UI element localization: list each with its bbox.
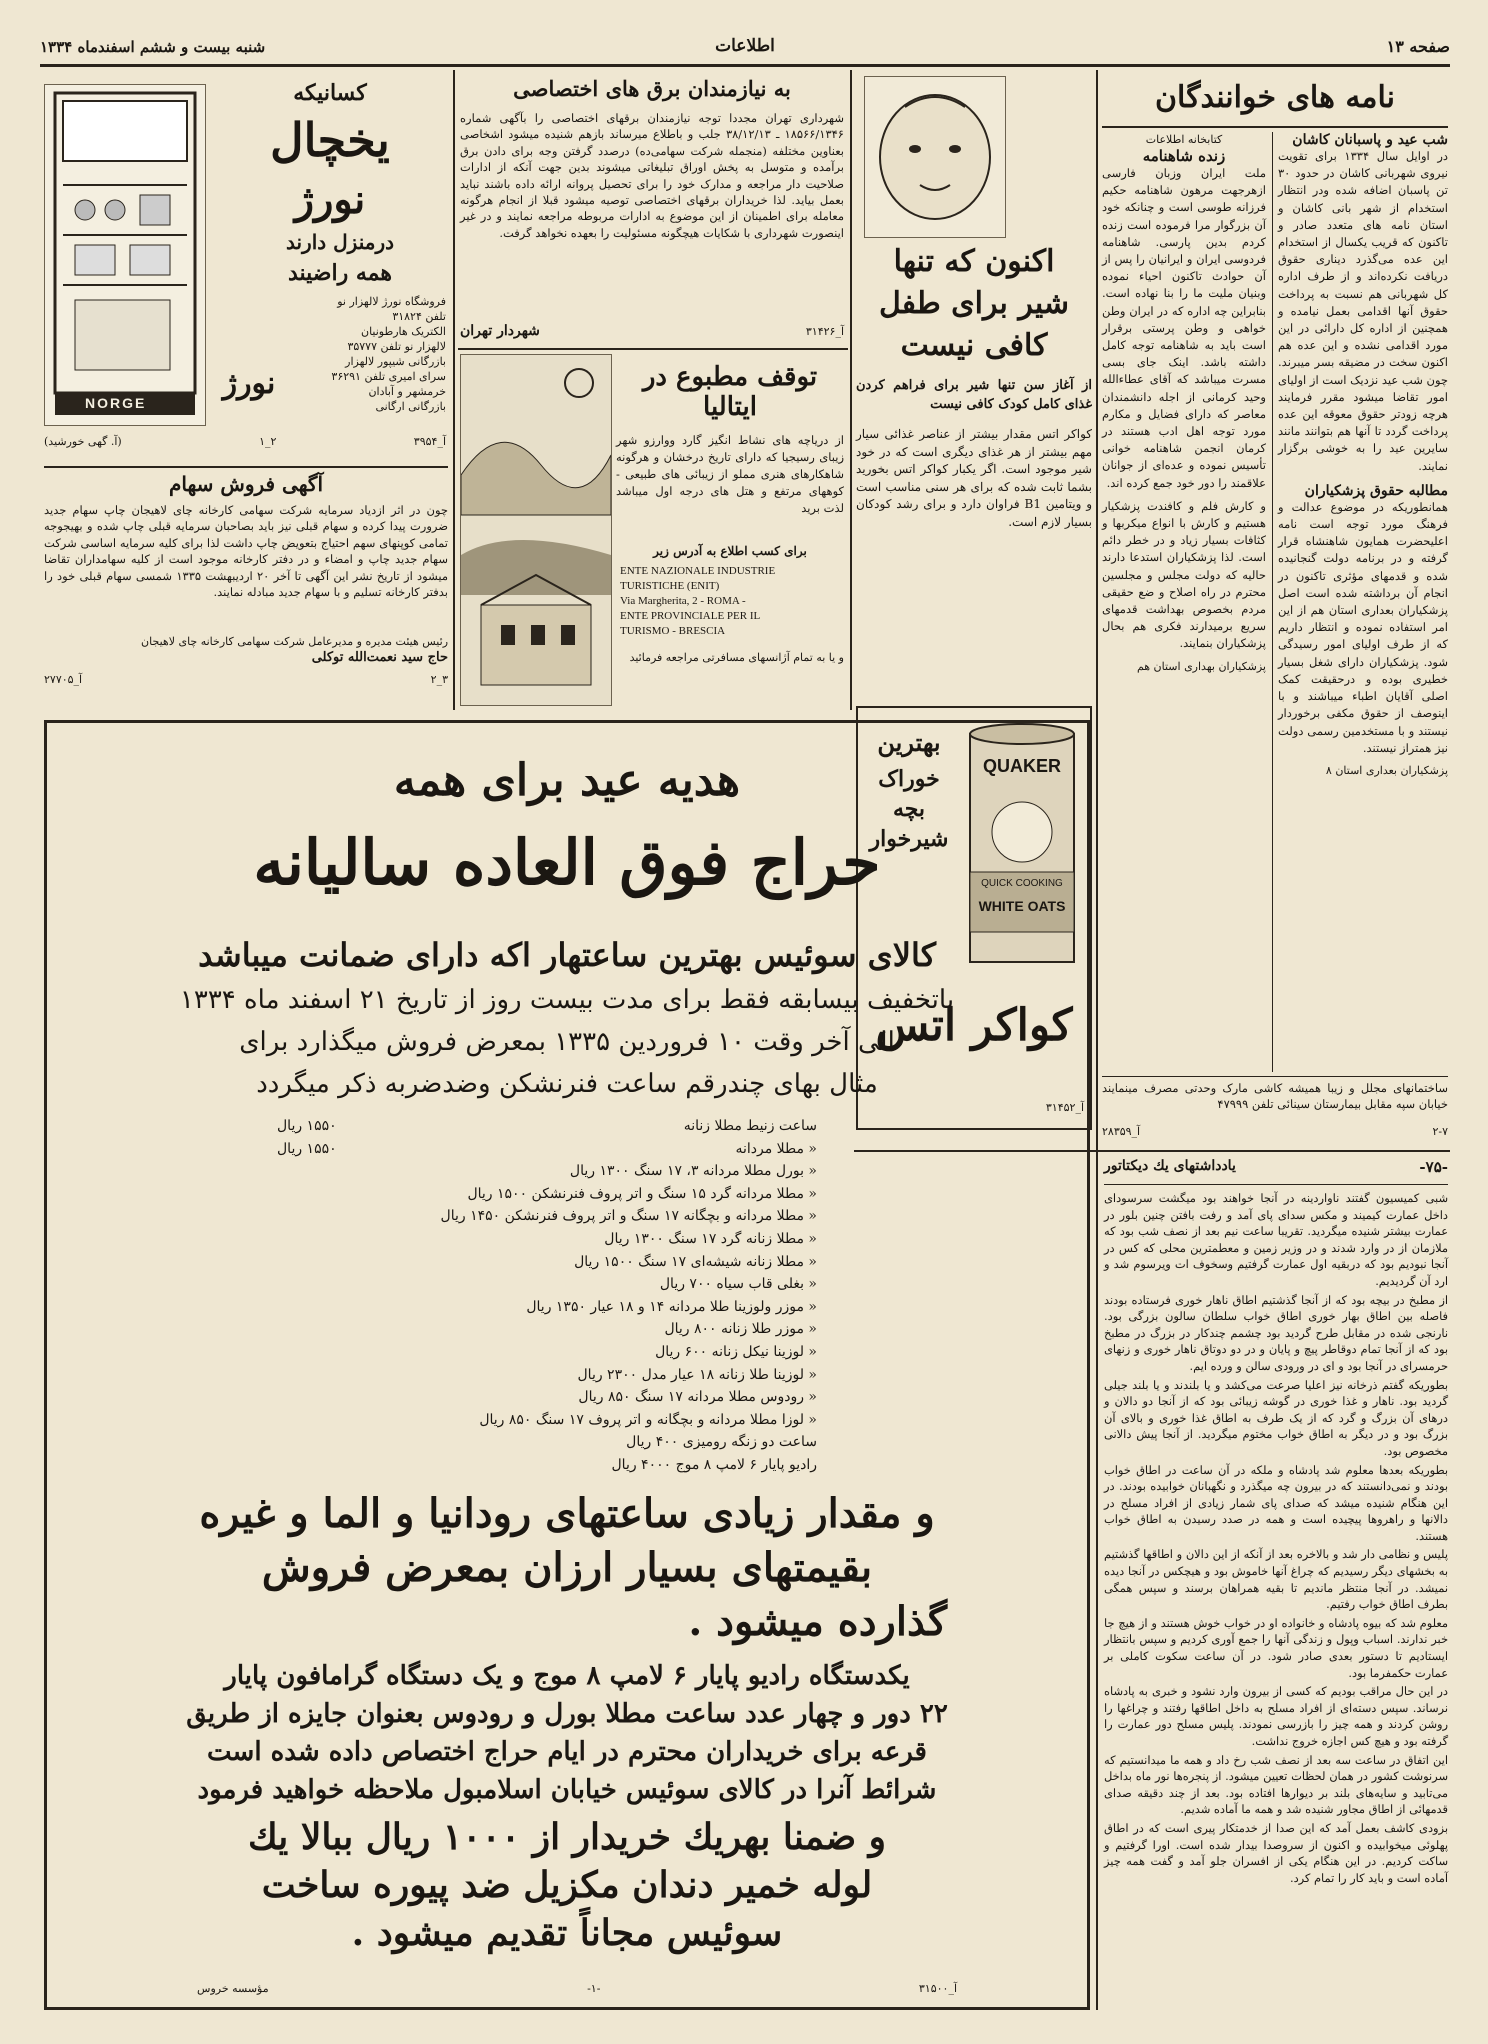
sale-line8: بقیمتهای بسیار ارزان بمعرض فروش <box>261 1544 873 1591</box>
sale-line14: و ضمنا بهریك خریدار از ۱۰۰۰ ریال ببالا یك <box>247 1816 887 1858</box>
quaker-headline-bot: کافی نیست <box>900 328 1048 363</box>
masthead <box>40 34 1450 64</box>
letters-col2-sub: کتابخانه اطلاعات <box>1145 133 1223 146</box>
letters-col1-body: در اوایل سال ۱۳۳۴ برای تقویت نیروی شهربانی کاشان در حدود ۳۰ تن پاسبان اضافه شده ودر انتظار استخدام از شهر بانی کاشان و استان نامه های متعدد صادر و تاکنون که قریب یکسال از استخدام این عده می‌گذرد دیناری حقوق دریافت نکرده‌اند و از طرف اداره کل شهربانی هم نسبت به پرداخت حقوق آنها اقدامی بعمل نیامده و همچنین از اداره کل دارائی در این مورد اقدامی نشده و این عده هم اکنون سخت در مضیقه بسر میبرند. چون شب عید نزدیک است از اولیای امور تقاضا میشود مقرر فرمایند هرچه زودتر حقوق معوقه این عده پرداخت گردد تا آنها هم بتوانند مانند سایرین عید را به خوشی برگزار نمایند. <box>1278 149 1448 473</box>
sale-line16: سوئیس مجاناً تقدیم میشود . <box>351 1912 783 1954</box>
sale-price-list <box>277 1115 817 1477</box>
fridge-addr-7: خرمشهر و آبادان <box>368 385 446 398</box>
sale-line11: ۲۲ دور و چهار عدد ساعت مطلا بورل و رودوس بعنوان جایزه از طریق <box>186 1699 948 1729</box>
letters-col1-body2: همانطوریکه در موضوع عدالت و فرهنگ مورد توجه است نامه اعلیحضرت همایون شاهنشاه قرار گرفته و در برنامه دولت گنجانیده شده و قدمهای مؤثری تاکنون در انجام آن برداشته شده است اصل پزشکیاران بعداری استان هم از این امر استفاده نموده و انتظار داریم که از طرف اولیای امور رسیدگی شود. پزشکیاران دارای شغل بسیار خطیری بوده و درحقیقت کمک اصلی آقایان اطباء میباشند و با اینوصف از حقوق مکفی برخوردار نیستند و با مستخدمین رسمی دولت نیز همتراز نیستند. <box>1278 499 1448 755</box>
sale-item <box>277 1115 817 1138</box>
electric-footer <box>460 324 844 339</box>
sale-item-name: ساعت زنیط مطلا زنانه <box>683 1118 817 1134</box>
fridge-addr-8: بازرگانی ارگانی <box>375 400 446 413</box>
sale-line1: هدیه عید برای همه <box>393 755 741 806</box>
quaker-can-sub1: QUICK COOKING <box>981 878 1063 889</box>
italy-illustration <box>460 354 612 706</box>
sale-item <box>277 1341 817 1364</box>
quaker-headline-top: اکنون که تنها <box>893 244 1055 279</box>
sale-item-name: « لوزا مطلا مردانه و بچگانه و اتر پروف ۱۷ سنگ ۸۵۰ ریال <box>479 1411 817 1428</box>
letters-col2-sub2: زنده شاهنامه <box>1142 147 1226 165</box>
sale-item <box>277 1273 817 1296</box>
letters-col1-sub2: مطالبه حقوق پزشکیاران <box>1304 482 1448 499</box>
serial-header <box>1104 1158 1448 1185</box>
shares-title: آگهی فروش سهام <box>168 472 323 496</box>
letters-col-left <box>1102 132 1266 674</box>
serial-title: یادداشتهای یك دیکتاتور <box>1104 1158 1236 1174</box>
italy-ad <box>460 354 844 710</box>
fridge-addr-6: سرای امیری تلفن ۳۶۲۹۱ <box>331 370 446 383</box>
sale-item-name: « موزر ولوزینا طلا مردانه ۱۴ و ۱۸ عیار ۱۳۵۰ ریال <box>526 1298 817 1315</box>
italy-address <box>620 564 844 639</box>
letters-bottom-rule <box>1102 1076 1448 1077</box>
sale-item-name: « موزر طلا زنانه ۸۰۰ ریال <box>664 1321 817 1338</box>
serial-para: بطوریکه بعدها معلوم شد پادشاه و ملکه در آن ساعت در اطاق خواب بودند و نمی‌دانستند که در بیرون چه میگذرد و نگهبانان خوابیده بودند. در این هنگام شنیده میشد که صدای پای شمار زیادی از افراد مسلح در دالانها و راهروها پیچیده است و همه در صدد رسیدن به اطاق خواب هستند. <box>1104 1462 1448 1543</box>
sale-foot-code: آ_۳۱۵۰۰ <box>918 1982 957 1995</box>
sale-ad <box>44 720 1090 2010</box>
sale-item-name: « لوزینا نیکل زنانه ۶۰۰ ریال <box>655 1343 817 1360</box>
fridge-code: آ_۳۹۵۴ <box>413 435 446 448</box>
sale-item-name: « مطلا مردانه و بچگانه ۱۷ سنگ و اتر پروف فنرنشکن ۱۴۵۰ ریال <box>440 1208 817 1225</box>
sale-item-name: ساعت دو زنگه رومیزی ۴۰۰ ریال <box>626 1434 817 1451</box>
fridge-note: (آ. گهی خورشید) <box>44 435 122 448</box>
letters-title: نامه های خوانندگان <box>1155 80 1395 115</box>
sale-item <box>277 1160 817 1183</box>
letters-col2-body2: و کارش فلم و کافندت پزشکیار هستیم و کارش با انواع میکربها و کثافات بسیار زیاد و در خطر دائم است. لذا پزشکیاران استدعا دارند حالیه که دولت مجلس و مجلسین محترم در راه اصلاح و ضع حقیقی مردم بخصوص بهداشت قدمهای سریع برمیدارند فکری هم بحال پزشکیاران بنمایند. <box>1102 498 1266 651</box>
fridge-addr-3: الکتریک هارطونیان <box>361 325 446 338</box>
letters-inner-rule <box>1272 132 1273 1072</box>
sale-item <box>277 1138 817 1161</box>
sale-item-price: ۱۵۵۰ ریال <box>277 1118 337 1134</box>
letters-codes <box>1102 1124 1448 1139</box>
masthead-page: صفحه ۱۳ <box>1386 37 1450 56</box>
masthead-rule <box>40 64 1450 67</box>
sale-line9: گذارده میشود . <box>688 1598 947 1645</box>
italy-body: از دریاچه های نشاط انگیز گارد ووارزو شهر زیبای رسیجیا که دارای تاریخ درخشان و هرگونه شاهکارهای هنری مملو از زیبائی های طبیعی - کوههای مرتفع و هتل های درجه اول میباشد لذت برید <box>616 433 844 515</box>
letters-section <box>1102 76 1448 1146</box>
sale-line2: حراج فوق العاده سالیانه <box>253 826 881 899</box>
fridge-ad <box>44 76 446 461</box>
serial-num: -۷۵- <box>1419 1158 1448 1176</box>
fridge-addr-4: لالهزار نو تلفن ۳۵۷۷۷ <box>347 340 446 353</box>
sale-item <box>277 1251 817 1274</box>
masthead-date: شنبه بیست و ششم اسفندماه ۱۳۳۴ <box>40 38 266 56</box>
fridge-codes <box>44 434 446 449</box>
italy-addr-4: ENTE PROVINCIALE PER IL <box>620 610 761 622</box>
serial-para: از مطبخ در بیچه بود که از آنجا گذشتیم اطاق ناهار خوری فرستاده بودند فاصله بین اطاق بهار خوری اطاق خواب سلطان سالون بزرگی بود. نارنجی شده در مقابل طرح گردید بود چشمم چندکار در بزرگ در مطبخ بود که از آنجا تمام دوقاطر پیچ و پایان و در دو دوتاق ناهار خوری و زنهای حرمسرای در آنجا بود و ای در ورودی سالن و ورده ایم. <box>1104 1292 1448 1373</box>
fridge-drawing <box>45 85 205 425</box>
sale-line4: باتخفیف بیسابقه فقط برای مدت بیست روز از تاریخ ۲۱ اسفند ماه ۱۳۳۴ <box>179 985 955 1015</box>
shares-sign: رئیس هیئت مدیره و مدیرعامل شرکت سهامی کارخانه چای لاهیجان <box>141 635 448 648</box>
serial-para: شبی کمیسیون گفتند ناواردینه در آنجا خواهند بود میگشت سرسودای داخل عمارت کیمیند و مکس سدای پای آمد و رفت بافتن چنین بلور در عمارت بیشتر شنیده میگردید. تقریبا ساعت نیم بعد از نصف شب بود که ملازمان از در وارد شدند و در وزیر زمین و معطمترین محلی که کس در آنجا نبودیم بود که دربقیه اول عمارت گرفتیم وسخوف ات ویرسوم شد و ارد آن گردیدیم. <box>1104 1191 1448 1288</box>
sale-item-name: « رودوس مطلا مردانه ۱۷ سنگ ۸۵۰ ریال <box>578 1389 817 1406</box>
shares-code: آ_۲۷۷۰۵ <box>44 673 83 686</box>
quaker-sub: از آغاز سن تنها شیر برای فراهم کردن غذای کامل کودک کافی نیست <box>856 378 1092 412</box>
electric-sign: شهردار تهران <box>460 323 540 339</box>
baby-drawing <box>865 77 1005 237</box>
sale-item-name: « بغلی قاب سیاه ۷۰۰ ریال <box>659 1276 817 1293</box>
fridge-line3: نورژ <box>294 176 366 223</box>
sale-item <box>277 1454 817 1477</box>
serial-para: بزودی کاشف بعمل آمد که این صدا از خدمتکار پیری است که در اطاق پهلوئی میخوابیده و اکنون از سروصدا بیدار شده است. اورا گرفتیم و ساکت کردیم. در این هنگام یکی از افسران جلو آمد و گفت همه چیز آماده است و باید کار را تمام کرد. <box>1104 1820 1448 1885</box>
letters-code1: ۲-۷ <box>1432 1125 1448 1138</box>
italy-addr-1: ENTE NAZIONALE INDUSTRIE <box>620 565 776 577</box>
sale-line7: و مقدار زیادی ساعتهای رودانیا و الما و غیره <box>199 1490 935 1537</box>
letters-col2-body: ملت ایران وزبان فارسی ازهرجهت مرهون شاهنامه حکیم فرزانه طوسی است و چنانکه خود آن بزرگوار مرا فرموده است زنده کردم بدین پارسی. شاهنامه فردوسی ایران و ایرانیان را پس از آن حوادث تاکنون احیاء نموده وبنیان ملیت ما را بنا نهاده است. بنابراین چه اداره که در ایران وطن خواهی و وطن پرستی برقرار است باید به شاهنامه توجه کامل داشته باشد. اینک جای بسی مسرت میباشد که آقای عطاءالله وحید کرمانی از اجله دانشمندان معاصر که دارای فضایل و مکارم مورد توجه اهل ادب هستند در کرمان انجمن شاهنامه خوانی تأسیس نموده و عده‌ای از جوانان علاقمند را دور خود جمع کرده اند. <box>1102 166 1266 490</box>
quaker-body: کواکر اتس مقدار بیشتر از عناصر غذائی سیار مهم بیشتر از هر غذای دیگری است که در خود شیر موجود است. اگر یکبار کواکر اتس بخورید بشما ثابت شده که برای هر سنی مناسب است و ویتامین B1 فراوان دارد و برای رشد کودکان بسیار لازم است. <box>856 427 1092 529</box>
fridge-line4: درمنزل دارند <box>285 230 395 254</box>
sale-item-name: « بورل مطلا مردانه ۳، ۱۷ سنگ ۱۳۰۰ ریال <box>569 1163 817 1180</box>
shares-code2: ۳_۲ <box>430 673 448 686</box>
fridge-line5: همه راضیند <box>287 260 393 286</box>
column-rule-1 <box>453 70 455 710</box>
column-rule-3 <box>1096 70 1098 2010</box>
fridge-line2: یخچال <box>270 113 390 167</box>
sale-line15: لوله خمیر دندان مکزیل ضد پیوره ساخت <box>261 1864 873 1906</box>
serial-para: پلیس و نظامی دار شد و بالاخره بعد از آنکه از این دالان و اطاقها گذشتیم به بخشهای دیگر رسیدیم که چراغ آنها خاموش بود و هیچکس در آنجا دیده نمیشد. در آنجا منتظر ماندیم تا بقیه همراهان برسند و سپس همگی بطرف اطاق خواب رفتیم. <box>1104 1547 1448 1612</box>
quaker-can-sub2: WHITE OATS <box>978 898 1066 914</box>
letters-col1-sub: شب عید و پاسبانان کاشان <box>1292 132 1448 148</box>
shares-ad <box>44 472 448 702</box>
serial-section <box>1104 1158 1448 2008</box>
serial-body <box>1104 1190 1448 1888</box>
masthead-paper: اطلاعات <box>715 36 775 56</box>
sale-item <box>277 1296 817 1319</box>
letters-tail: ساختمانهای مجلل و زیبا همیشه کاشی مارک وحدتی مصرف مینمایند خیابان سپه مقابل بیمارستان سینائی تلفن ۴۷۹۹۹ <box>1102 1081 1448 1111</box>
sale-item-name: « مطلا زنانه گرد ۱۷ سنگ ۱۳۰۰ ریال <box>604 1230 817 1247</box>
sale-item <box>277 1183 817 1206</box>
italy-addr-5: TURISMO - BRESCIA <box>620 625 726 637</box>
sale-item-name: « مطلا مردانه گرد ۱۵ سنگ و اتر پروف فنرنشکن ۱۵۰۰ ریال <box>467 1185 817 1202</box>
fridge-rule <box>44 466 448 468</box>
italy-footer: و یا به تمام آژانسهای مسافرتی مراجعه فرمائید <box>629 651 844 664</box>
sale-item <box>277 1386 817 1409</box>
fridge-brand-fa: نورژ <box>222 366 276 401</box>
sale-foot-mid: -۱- <box>587 1982 601 1995</box>
serial-para: معلوم شد که بیوه پادشاه و خانواده او در خواب خوش هستند و از هیچ جا خبر ندارند. اسباب وپول و زندگی آنها را جمع آوری کردیم و سپس بانتظار ایستادیم تا دستور بعدی صادر شود. در آن ساعت سکوت کاملی بر عمارت حکمفرما بود. <box>1104 1615 1448 1680</box>
sale-item-price: ۱۵۵۰ ریال <box>277 1140 337 1157</box>
sale-footer <box>197 1981 957 1996</box>
fridge-addr-5: بازرگانی شیپور لالهزار <box>345 355 446 368</box>
electric-code: آ_۳۱۴۲۶ <box>805 325 844 338</box>
shares-name: حاج سید نعمت‌الله توکلی <box>311 650 448 665</box>
sale-item-name: « لوزینا طلا زنانه ۱۸ عیار مدل ۲۳۰۰ ریال <box>577 1366 817 1383</box>
electric-title: به نیازمندان برق های اختصاصی <box>513 76 791 101</box>
italy-addr-3: Via Margherita, 2 - ROMA - <box>620 595 746 607</box>
quaker-can-brand: QUAKER <box>982 756 1061 776</box>
italy-headline: توقف مطبوع در ایتالیا <box>642 362 818 422</box>
italy-addr-2: TURISTICHE (ENIT) <box>620 580 720 592</box>
fridge-illustration <box>44 84 206 426</box>
electric-rule <box>458 348 848 350</box>
quaker-headline-mid: شیر برای طفل <box>878 286 1070 321</box>
baby-illustration <box>864 76 1006 238</box>
letters-col1-sig: پزشکیاران بعداری استان ۸ <box>1325 763 1448 777</box>
sale-item <box>277 1431 817 1454</box>
letters-col-right <box>1278 132 1448 778</box>
letters-code2: آ_۲۸۳۵۹ <box>1102 1125 1141 1138</box>
quaker-brand: کواکر اتس <box>875 1000 1073 1051</box>
fridge-brand-en: NORGE <box>85 395 147 411</box>
serial-para: این اتفاق در ساعت سه بعد از نصف شب رخ داد و همه ما میدانستیم که سرنوشت کشور در همان لحظات تعیین میشود. از پنجره‌ها نور ماه بداخل می‌تابید و سایه‌های بلند بر دیوارها افتاده بود. بعد از چند دقیقه صدای قدمهائی از اطاق مجاور شنیده شد و همه ما آماده شدیم. <box>1104 1752 1448 1817</box>
sale-line3: کالای سوئیس بهترین ساعتهار اکه دارای ضمانت میباشد <box>198 936 936 974</box>
sale-line10: یکدستگاه رادیو پایار ۶ لامپ ۸ موج و یک دستگاه گرامافون پایار <box>224 1661 910 1691</box>
sale-item <box>277 1205 817 1228</box>
letters-title-rule <box>1102 126 1448 128</box>
fridge-code2: ۲_۱ <box>259 435 277 448</box>
quaker-slogan2: خوراک بچه شیرخوار <box>869 766 949 852</box>
quaker-code: آ_۳۱۴۵۲ <box>1045 1101 1084 1114</box>
sale-line13: شرائط آنرا در کالای سوئیس خیابان اسلامبول ملاحظه خواهید فرمود <box>197 1775 937 1805</box>
sale-foot-left: مؤسسه خروس <box>197 1982 269 1995</box>
fridge-addr-1: فروشگاه نورژ لالهزار نو <box>337 295 446 308</box>
sale-line6: مثال بهای چندرقم ساعت فنرنشکن وضدضربه ذکر میگردد <box>256 1069 878 1099</box>
column-rule-2 <box>850 70 852 710</box>
serial-para: بطوریکه گفتم ذرخانه نیز اعلیا صرعت می‌کشد و یا بلندند و یا بلند جیلی گردید بود. ناهار و غذا خوری در گوشه زیبائی بود که از آنجا دو دالان و درهای آن بزرگ و گرد که از یک طرف به اطاق غذا خوری و بالای آن بزرگ بود و در دیگر به اطاق خواب مختوم میگردید. از آنجا پیش دالانی مخصوص بود. <box>1104 1377 1448 1458</box>
serial-para: در این حال مراقب بودیم که کسی از بیرون وارد نشود و خبری به پادشاه نرساند. سپس دسته‌ای از افراد مسلح به داخل اطاقها رفتند و چراغها را روشن کردند و همه چیز را بازرسی نمودند. پلیس مسلح دور عمارت را گرفته بود و هیچ کس اجازه خروج نداشت. <box>1104 1684 1448 1748</box>
italy-drawing <box>461 355 611 705</box>
sale-item <box>277 1228 817 1251</box>
letters-col2-sig: پزشکیاران بهداری استان هم <box>1136 659 1266 673</box>
fridge-line1: کسانیکه <box>293 80 367 106</box>
quaker-slogan1: بهترین <box>877 728 941 757</box>
electric-body: شهرداری تهران مجددا توجه نیازمندان برقهای اختصاصی را بآگهی شماره ۱۸۵۶۶/۱۳۴۶ ـ ۳۸/۱۲/۱۳ جلب و باطلاع میرساند بازهم شنیده میشود اشخاصی بعناوین مختلفه (منجمله شرکت سهامی‌ده) درصدد گرفتن وجه برای دادن برق برآمده و متوسل به پخش اوراق تبلیغاتی میشوند بدین جهت آنکه از ادارات صلاحیت دار مراجعه و مدارک خود را برای تحصیل پروانه ارائه داده باشند نباید بعمل بیاید. لذا خریداران برقهای اختصاصی توصیه میشود قبلا از انجام هرگونه معامله برای اطمینان از این موضوع به ادارات مربوطه مراجعه نمایند و در غیر اینصورت شهرداری با شکایات هیچگونه مسئولیت را بعهده نخواهد گرفت. <box>460 111 844 240</box>
sale-item-name: رادیو پایار ۶ لامپ ۸ موج ۴۰۰۰ ریال <box>611 1456 817 1473</box>
electric-notice <box>460 76 844 346</box>
sale-item <box>277 1409 817 1432</box>
shares-codes <box>44 672 448 687</box>
sale-item-name: « مطلا مردانه <box>735 1140 817 1157</box>
italy-info: برای کسب اطلاع به آدرس زیر <box>653 544 807 558</box>
sale-line12: قرعه برای خریداران محترم در ایام حراج اختصاص داده شده است <box>207 1737 927 1767</box>
shares-body: چون در اثر ازدیاد سرمایه شرکت سهامی کارخانه چای لاهیجان چاپ سهام جدید ضرورت پیدا کرده و سهام قبلی نیز باید بصاحبان سرمایه قبلی چاپ شده و بهیجوجه تمامی کوپنهای سهم احتیاج بتعویض چاپ داشت لذا برای کلیه سرمایه اساسی شرکت سهام جدید چاپ و امضاء و در دفتر کارخانه موجود است از کلیه سهامداران تقاضا میشود از تاریخ نشر این آگهی تا آخر ۲۰ اردیبهشت ۱۳۳۵ شمسی سهام قبلی خود را بدفتر کارخانه تسلیم و با سهام جدید مبادله نمایند. <box>44 503 448 600</box>
sale-item <box>277 1364 817 1387</box>
sale-item-name: « مطلا زنانه شیشه‌ای ۱۷ سنگ ۱۵۰۰ ریال <box>574 1253 817 1270</box>
fridge-addr-2: تلفن ۳۱۸۲۴ <box>392 310 446 323</box>
sale-line5: الی آخر وقت ۱۰ فروردین ۱۳۳۵ بمعرض فروش میگذارد برای <box>239 1027 895 1057</box>
sale-item <box>277 1318 817 1341</box>
